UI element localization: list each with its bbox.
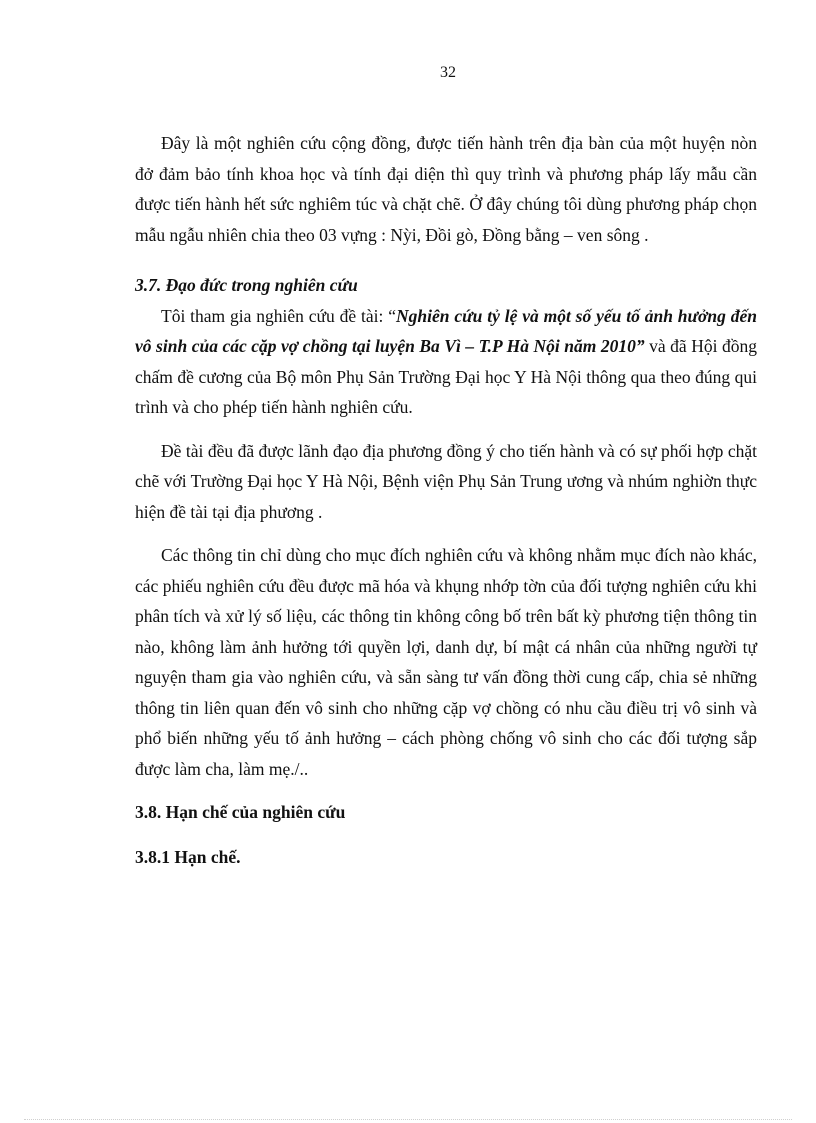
section-heading-3-7-text: 3.7. Đạo đức trong nghiên cứu [135, 275, 358, 295]
ethics-approval-rest: và đã Hội đồng chấm đề cương của Bộ môn Phụ Sản Trường Đại học Y Hà Nội thông qua theo đúng qui trình và cho phép tiến hành nghiên cứu. [135, 336, 757, 417]
section-heading-3-8: 3.8. Hạn chế của nghiên cứu [135, 802, 346, 822]
page-bottom-divider [24, 1119, 792, 1120]
research-title: Nghiên cứu tỷ lệ và một số yếu tố ảnh hưởng đến vô sinh của các cặp vợ chồng tại luyện Ba Vì – T.P Hà Nội năm 2010” [135, 305, 757, 356]
paragraph-confidentiality: Các thông tin chỉ dùng cho mục đích nghiên cứu và không nhằm mục đích nào khác, các phiếu nghiên cứu đều được mã hóa và khụng nhớp tờn của đối tượng nghiên cứu khi phân tích và xử lý số liệu, các thông tin không công bố trên bất kỳ phương tiện thông tin nào, không làm ảnh hưởng tới quyền lợi, danh dự, bí mật cá nhân của những người tự nguyện tham gia vào nghiên cứu, và sẵn sàng tư vấn đồng thời cung cấp, chia sẻ những thông tin liên quan đến vô sinh cho những cặp vợ chồng có nhu cầu điều trị vô sinh và phổ biến những yếu tố ảnh hưởng – cách phòng chống vô sinh cho các đối tượng sắp được làm cha, làm mẹ./.. [135, 545, 757, 779]
section-heading-3-8-1: 3.8.1 Hạn chế. [135, 846, 241, 867]
page-number: 32 [440, 64, 456, 81]
ethics-approval-intro: Tôi tham gia nghiên cứu đề tài: “ [161, 305, 397, 326]
paragraph-sampling-method: Đây là một nghiên cứu cộng đồng, được tiến hành trên địa bàn của một huyện nòn đở đảm bảo tính khoa học và tính đại diện thì quy trình và phương pháp lấy mẫu cần được tiến hành hết sức nghiêm túc và chặt chẽ. Ở đây chúng tôi dùng phương pháp chọn mẫu ngẫu nhiên chia theo 03 vựng : Nỳi, Đồi gò, Đồng bằng – ven sông . [135, 133, 757, 245]
document-body [135, 128, 757, 872]
section-heading-3-7 [135, 270, 757, 301]
paragraph-local-approval: Đề tài đều đã được lãnh đạo địa phương đồng ý cho tiến hành và có sự phối hợp chặt chẽ với Trường Đại học Y Hà Nội, Bệnh viện Phụ Sản Trung ương và nhúm nghiờn thực hiện đề tài tại địa phương . [135, 440, 757, 522]
paragraph-ethics-approval [135, 301, 757, 423]
